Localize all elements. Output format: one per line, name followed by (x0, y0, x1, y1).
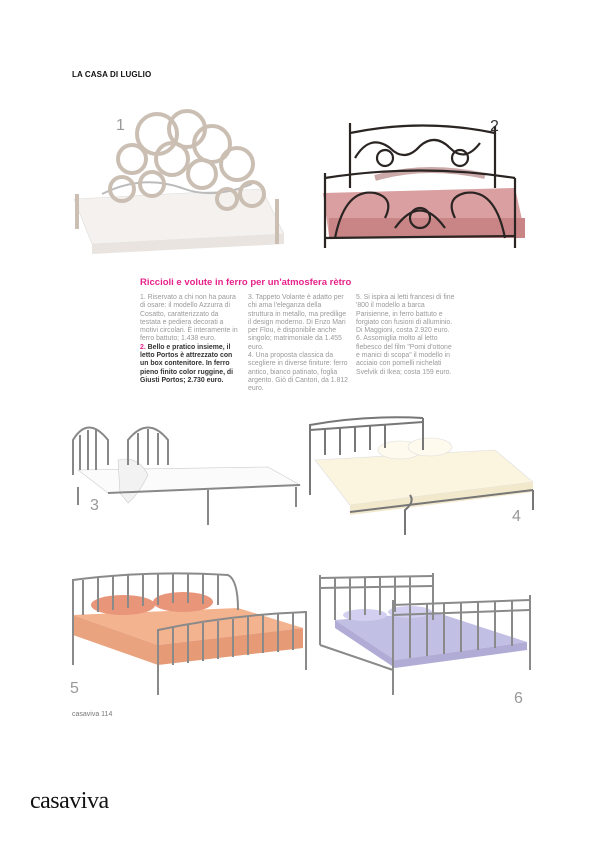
bed-1-image (62, 104, 292, 254)
caption-4 (248, 352, 348, 393)
caption-6 (356, 335, 456, 376)
caption-5-number: 5. (356, 294, 362, 301)
bed-1-number: 1 (116, 117, 125, 134)
bed-5-image (68, 570, 313, 700)
bed-4-image (305, 410, 540, 540)
caption-3-number: 3. (248, 294, 254, 301)
caption-1 (140, 294, 240, 344)
text-column-1 (140, 294, 240, 385)
caption-6-number: 6. (356, 335, 362, 343)
caption-6-text: Assomiglia molto al letto flebesco del film "Pomi d'ottone e manici di scopa" il modello in acciaio con pomelli nichelati Svelvik di Ikea; costa 159 euro. (356, 335, 452, 376)
bed-3-number: 3 (90, 497, 99, 514)
caption-4-number: 4. (248, 352, 254, 360)
caption-3-text: Tappeto Volante è adatto per chi ama l'eleganza della struttura in metallo, ma predilige il design moderno. Di Enzo Mari per Flou, è disponibile anche singolo; matrimoniale da 1.455 euro. (248, 294, 347, 351)
bed-3-image (68, 415, 303, 530)
text-column-3 (356, 294, 456, 377)
caption-2-number: 2. (140, 343, 146, 351)
caption-4-text: Una proposta classica da scegliere in diverse finiture: ferro antico, bianco patinato, foglia argento. Giò di Cantori, da 1.812 euro. (248, 352, 348, 393)
bed-4-number: 4 (512, 508, 521, 525)
text-column-2 (248, 294, 348, 394)
caption-2-text: Bello e pratico insieme, il letto Portos è attrezzato con un box contenitore. In ferro pieno finito color ruggine, di Giusti Portos; 2.730 euro. (140, 343, 234, 384)
caption-5-text: Si ispira ai letti francesi di fine '800 il modello a barca Parisienne, in ferro battuto e forgiato con fusioni di alluminio. Di Maggioni, costa 2.920 euro. (356, 294, 455, 335)
bed-5-number: 5 (70, 680, 79, 697)
section-title: LA CASA DI LUGLIO (72, 70, 152, 79)
caption-2 (140, 344, 240, 385)
bed-2-image (315, 118, 535, 263)
bed-6-number: 6 (514, 690, 523, 707)
caption-1-text: Riservato a chi non ha paura di osare: il modello Azzurra di Cosatto, caratterizzato da testata e pediera decorati a motivi circolari. È interamente in ferro battuto; 1.438 euro. (140, 294, 238, 343)
bed-2-number: 2 (490, 118, 499, 135)
article-headline: Riccioli e volute in ferro per un'atmosfera rètro (140, 277, 352, 288)
brand-logo: casaviva (30, 788, 109, 814)
caption-5 (356, 294, 456, 335)
caption-1-number: 1. (140, 294, 146, 301)
caption-3 (248, 294, 348, 352)
bed-6-image (315, 570, 535, 700)
page-folio: casaviva 114 (72, 711, 113, 718)
